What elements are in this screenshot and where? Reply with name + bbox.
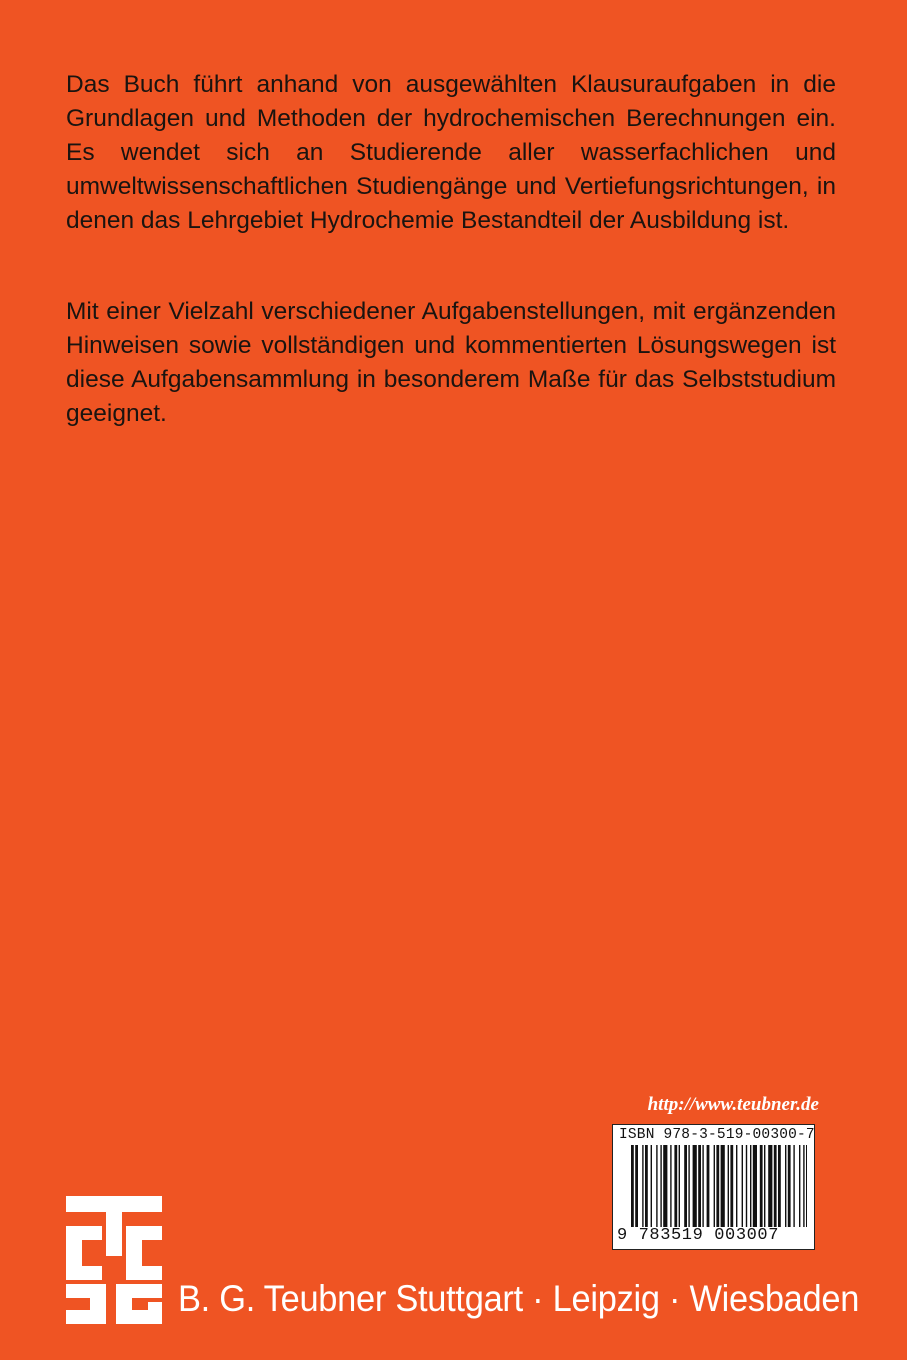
isbn-barcode [612,1124,815,1250]
barcode-bars [631,1145,807,1227]
publisher-name: B. G. Teubner Stuttgart · Leipzig · Wiesbaden [178,1278,860,1319]
teubner-logo-icon [66,1196,162,1324]
description-text-1: Das Buch führt anhand von ausgewählten Klausuraufgaben in die Grundlagen und Methoden der hydrochemischen Berechnungen ein. Es wendet sich an Studierende aller wasserfachlichen und umweltwissenschaftlichen Studiengänge und Vertiefungsrichtungen, in denen das Lehrgebiet Hydrochemie Bestandteil der Ausbildung ist. [66,71,836,234]
description-paragraph-1 [66,68,836,238]
description-paragraph-2 [66,295,836,431]
isbn-label: ISBN 978-3-519-00300-7 [619,1127,815,1143]
description-text-2: Mit einer Vielzahl verschiedener Aufgabenstellungen, mit ergänzenden Hinweisen sowie vollständigen und kommentierten Lösungswegen ist diese Aufgabensammlung in besonderem Maße für das Selbststudium geeignet. [66,298,836,427]
ean-digits: 9 783519 003007 [617,1226,780,1245]
publisher-website: http://www.teubner.de [647,1094,819,1115]
